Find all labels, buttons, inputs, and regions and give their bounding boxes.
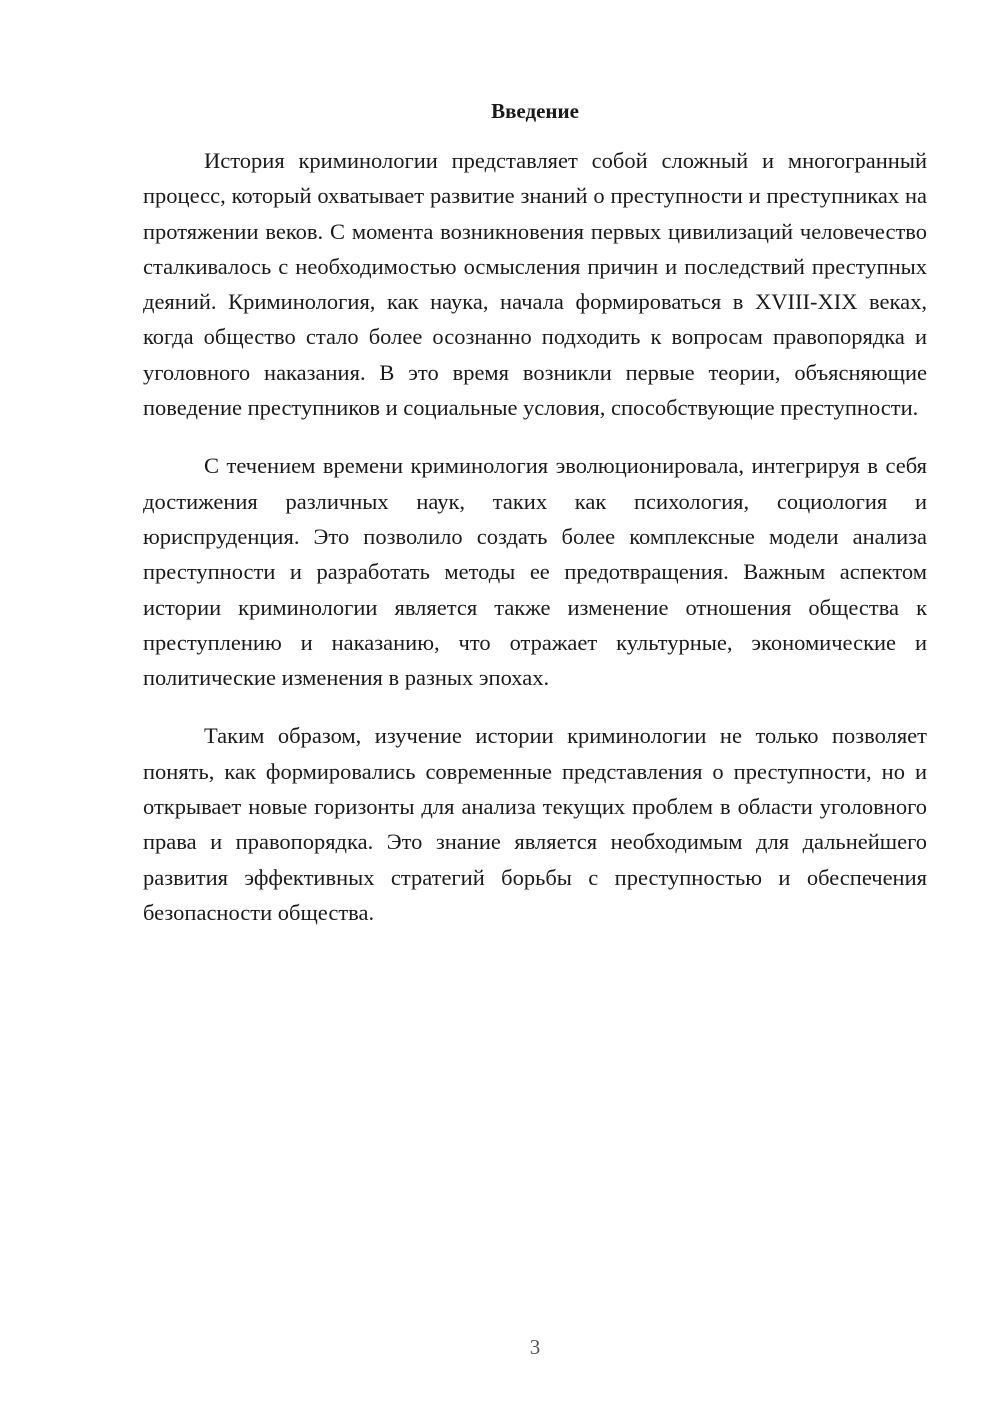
paragraph-3: Таким образом, изучение истории криминологии не только позволяет понять, как формировались современные представления о преступности, но и открывает новые горизонты для анализа текущих проблем в области уголовного права и правопорядка. Это знание является необходимым для дальнейшего развития эффективных стратегий борьбы с преступностью и обеспечения безопасности общества. bbox=[143, 723, 927, 925]
page-number: 3 bbox=[529, 1335, 541, 1359]
paragraph-2: С течением времени криминология эволюционировала, интегрируя в себя достижения различных наук, таких как психология, социология и юриспруденция. Это позволило создать более комплексные модели анализа преступности и разработать методы ее предотвращения. Важным аспектом истории криминологии является также изменение отношения общества к преступлению и наказанию, что отражает культурные, экономические и политические изменения в разных эпохах. bbox=[143, 453, 927, 691]
section-title: Введение bbox=[491, 99, 579, 123]
paragraph-1: История криминологии представляет собой сложный и многогранный процесс, который охватывает развитие знаний о преступности и преступниках на протяжении веков. С момента возникновения первых цивилизаций человечество сталкивалось с необходимостью осмысления причин и последствий преступных деяний. Криминология, как наука, начала формироваться в XVIII-XIX веках, когда общество стало более осознанно подходить к вопросам правопорядка и уголовного наказания. В это время возникли первые теории, объясняющие поведение преступников и социальные условия, способствующие преступности. bbox=[143, 148, 927, 421]
body-text bbox=[143, 143, 927, 953]
